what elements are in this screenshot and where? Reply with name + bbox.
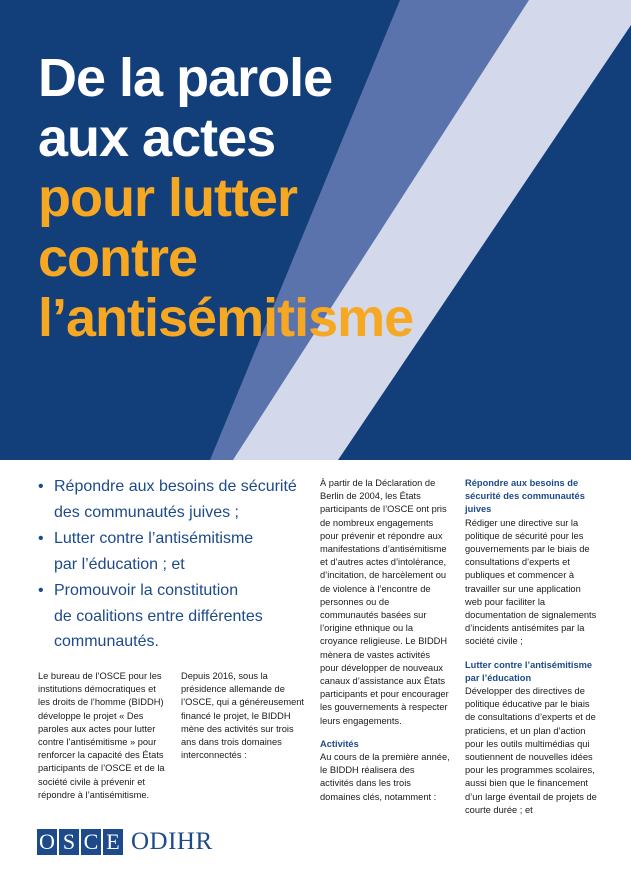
bullet-line: de coalitions entre différentes [54, 607, 263, 625]
odihr-wordmark: ODIHR [131, 828, 213, 855]
paragraph-activities: Au cours de la première année, le BIDDH réalisera des activités dans les trois domaines clés, notamment : [320, 752, 450, 802]
paragraph-education: Développer des directives de politique éducative par le biais de consultations d’experts et de praticiens, et un plan d’action pour les outils multimédias qui soutiennent de nouvelles idées pour les programmes scolaires, aussi bien que le financement d’un large éventail de projets de courte durée ; et [465, 686, 597, 815]
bullet-dot-icon: • [38, 478, 44, 495]
column-intro-odihr [38, 670, 170, 802]
osce-letter: C [81, 829, 101, 855]
bullet-item-security [38, 474, 308, 525]
paragraph-odihr-project: Le bureau de l’OSCE pour les institutions démocratiques et les droits de l’homme (BIDDH) développe le projet « Des paroles aux actes pour lutter contre l’antisémitisme » pour renforcer la capacité des États participants de l’OSCE et de la société civile à prévenir et répondre à l’antisémitisme. [38, 671, 165, 800]
paragraph-since-2016: Depuis 2016, sous la présidence allemande de l’OSCE, qui a généreusement financé le projet, le BIDDH mène des activités sur trois ans dans trois domaines interconnectés : [181, 671, 304, 761]
hero-title [38, 48, 413, 348]
osce-letter: O [37, 829, 57, 855]
bullet-line: Répondre aux besoins de sécurité [54, 478, 297, 495]
heading-activities: Activités [320, 738, 359, 749]
column-since-2016 [181, 670, 305, 762]
column-berlin-declaration [320, 477, 450, 804]
bullet-line: communautés. [54, 633, 159, 650]
heading-security-needs: Répondre aux besoins de sécurité des communautés juives [465, 478, 585, 515]
osce-letter: E [103, 829, 123, 855]
title-line-3: pour lutter [38, 168, 297, 228]
title-line-5: l’antisémitisme [38, 288, 414, 348]
goals-bullet-list [38, 474, 308, 656]
title-line-2: aux actes [38, 108, 276, 168]
paragraph-security-needs: Rédiger une directive sur la politique de sécurité pour les gouvernements par le biais de consultations d’experts et publiques et commencer à travailler sur une application web pour faciliter la documentation de signalements d’incidents antisémites par la société civile ; [465, 517, 597, 647]
osce-odihr-logo [37, 828, 213, 856]
column-key-areas [465, 477, 598, 817]
title-line-1: De la parole [38, 48, 333, 108]
title-line-4: contre [38, 228, 198, 288]
osce-wordmark [37, 829, 125, 855]
bullet-dot-icon: • [38, 530, 44, 547]
bullet-line: des communautés juives ; [54, 503, 239, 521]
bullet-line: Lutter contre l’antisémitisme [54, 530, 254, 547]
bullet-line: par l’éducation ; et [54, 555, 185, 573]
osce-letter: S [59, 829, 79, 855]
bullet-item-coalitions [38, 578, 308, 655]
bullet-line: Promouvoir la constitution [54, 582, 239, 599]
bullet-item-education [38, 526, 308, 577]
paragraph-berlin-declaration: À partir de la Déclaration de Berlin de 2004, les États participants de l’OSCE ont pris de nombreux engagements pour prévenir et répondre aux manifestations d’antisémitisme et d’autres actes d’intolérance, d’incitation, de harcèlement ou de violence à l’encontre de personnes ou de communautés basées sur l’origine ethnique ou la croyance religieuse. Le BIDDH mènera de vastes activités pour développer de nouveaux canaux d’assistance aux États participants et pour encourager les gouvernements à respecter leurs engagements. [320, 478, 449, 726]
heading-education: Lutter contre l’antisémitisme par l’éducation [465, 659, 593, 683]
bullet-dot-icon: • [38, 582, 44, 599]
